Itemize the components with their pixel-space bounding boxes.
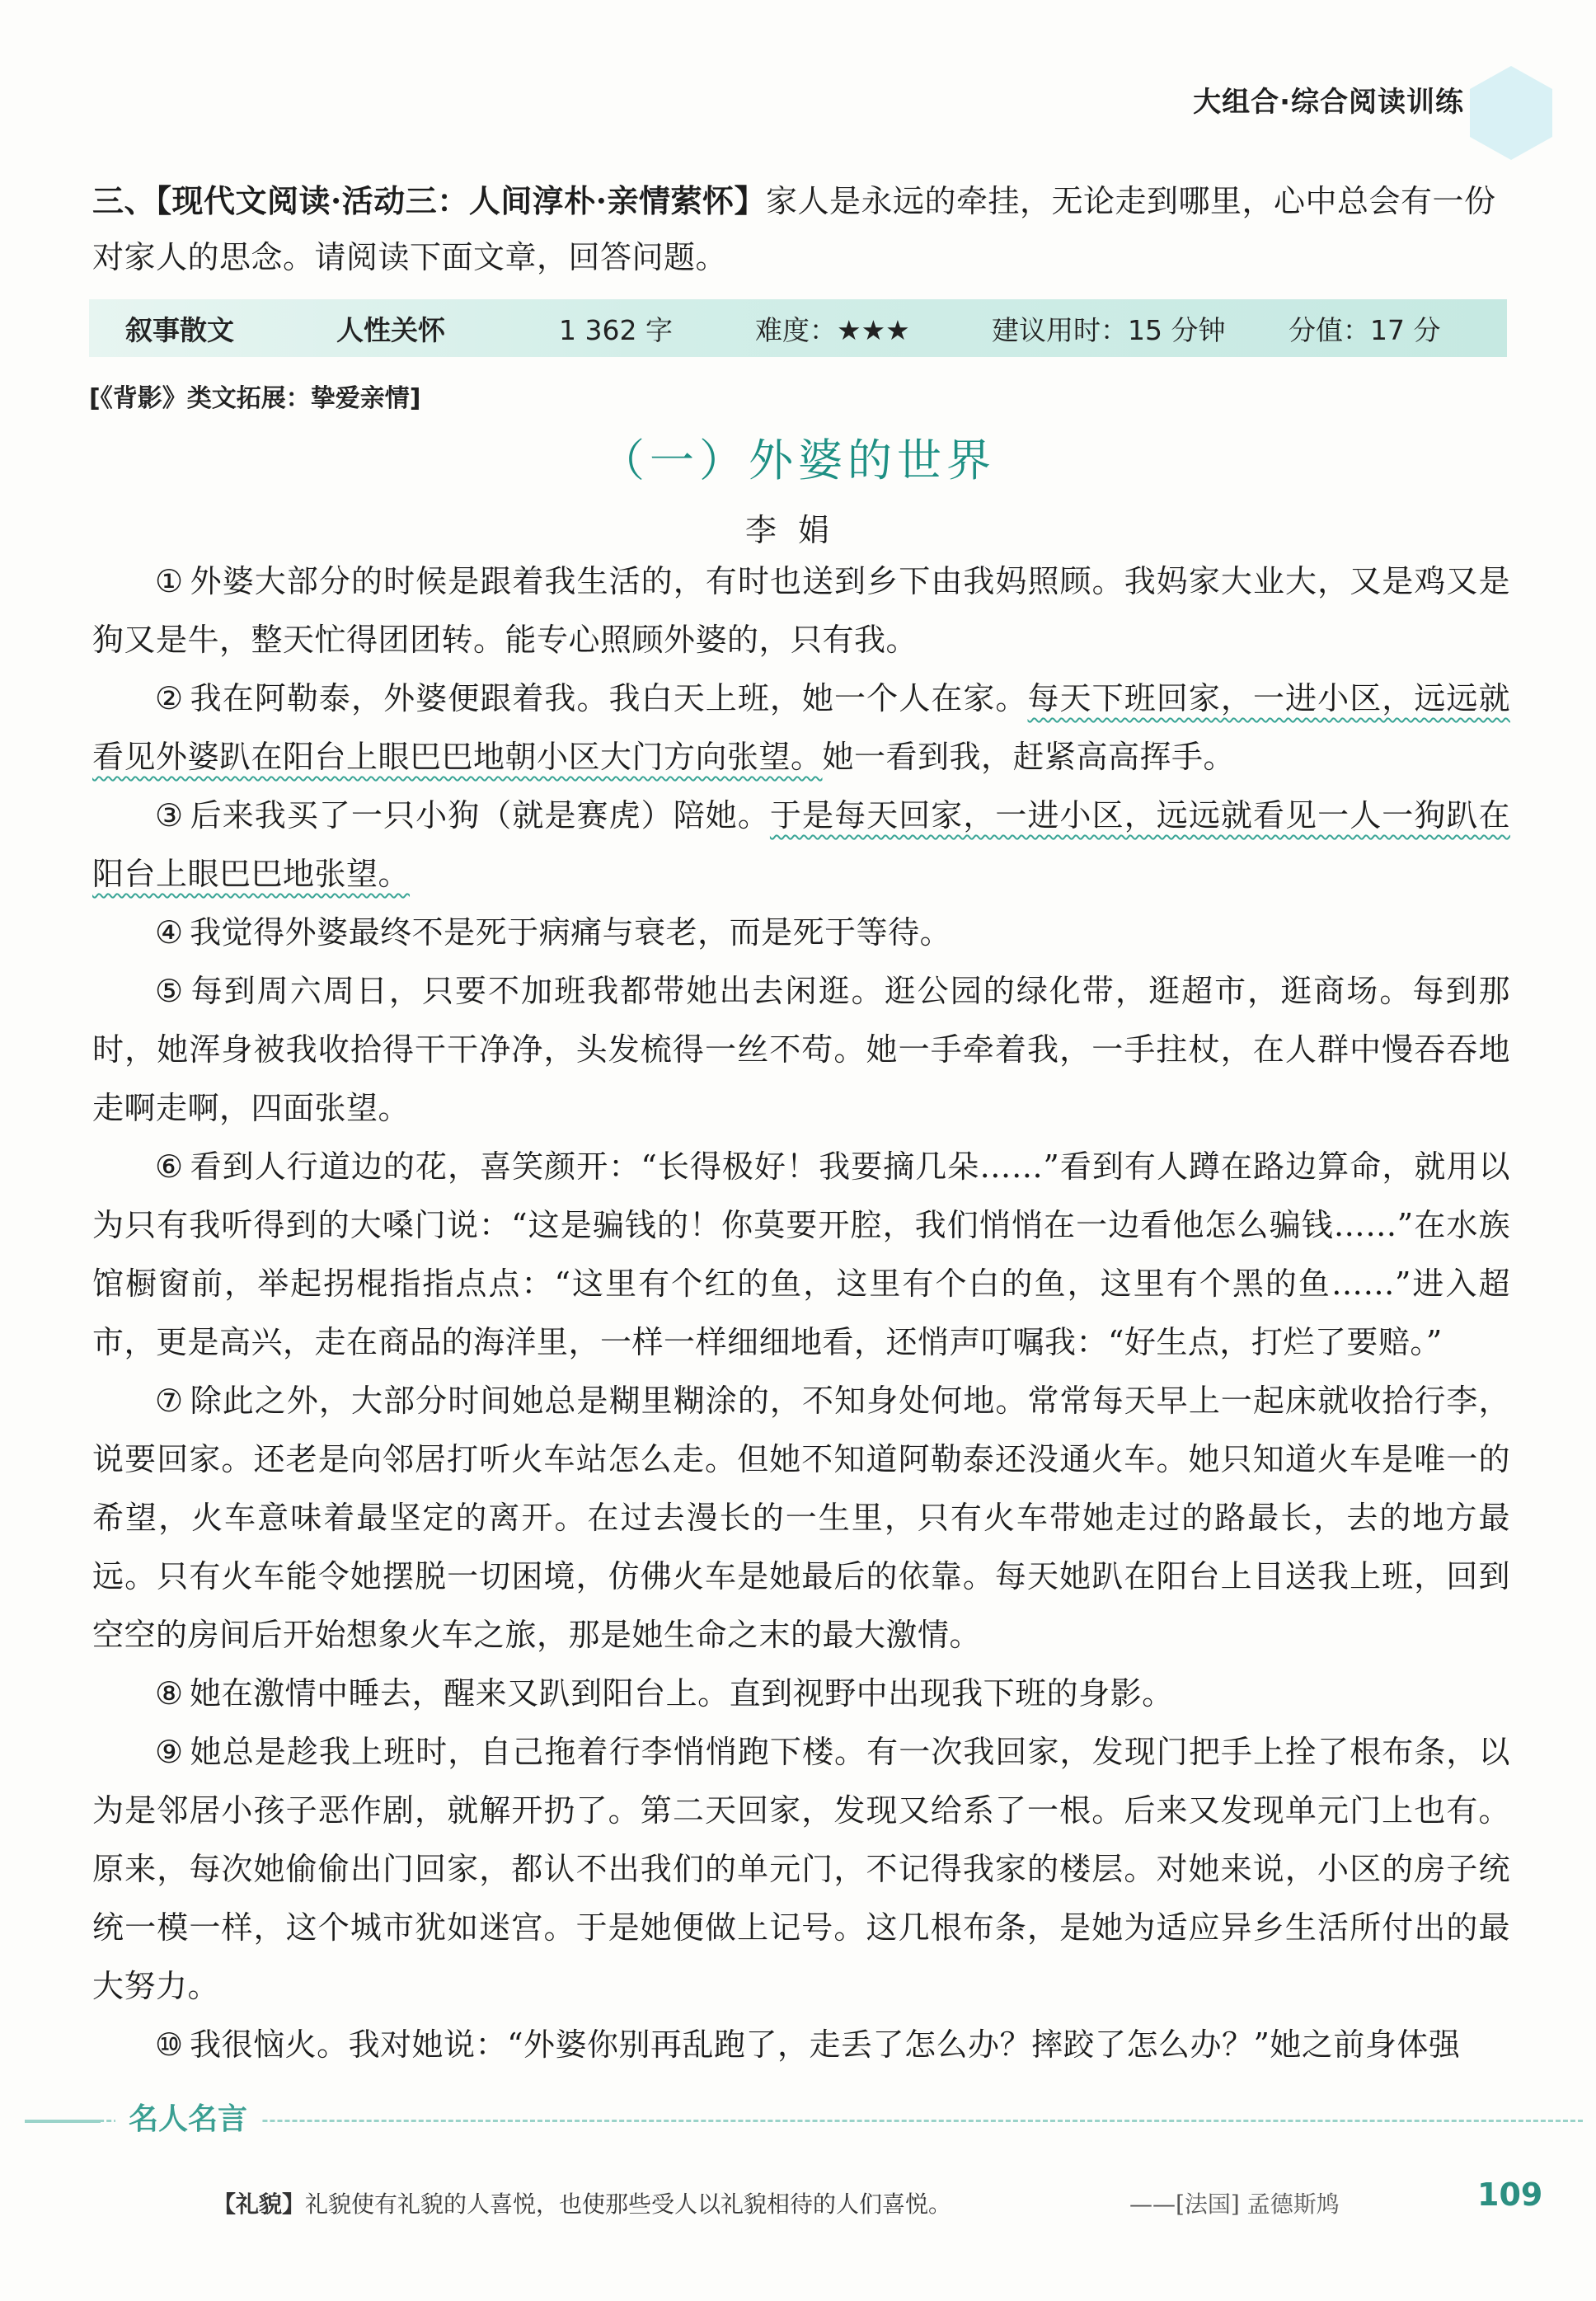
paragraph-number: ③ [155,797,184,834]
paragraph-number: ⑥ [155,1148,184,1185]
paragraph-number: ② [155,680,184,716]
info-bar [89,299,1507,357]
paragraph-text: 我很恼火。我对她说：“外婆你别再乱跑了，走丢了怎么办？摔跤了怎么办？”她之前身体强 [190,2026,1461,2063]
paragraph-7 [92,1372,1510,1665]
underlined-sentence: 每天下班回家，一进小区，远远就看见外婆趴在阳台上眼巴巴地朝小区大门方向张望。 [92,680,1510,775]
footer-divider-accent [25,2120,101,2123]
difficulty-stars: ★★★ [837,313,910,346]
question-text: 家人是永远的牵挂，无论走到哪里，心中总会有一份对家人的思念。请阅读下面文章，回答问题。 [92,183,1496,275]
paragraph-1 [92,552,1510,669]
paragraph-text: 后来我买了一只小狗（就是赛虎）陪她。 [190,797,770,834]
decorative-hexagon-icon [1458,59,1565,167]
paragraph-text: 每到周六周日，只要不加班我都带她出去闲逛。逛公园的绿化带，逛超市，逛商场。每到那时，她浑身被我收拾得干干净净，头发梳得一丝不苟。她一手牵着我，一手拄杖，在人群中慢吞吞地走啊走啊，四面张望。 [92,973,1510,1126]
category-tag: [《背影》类文拓展：挚爱亲情] [89,384,421,413]
paragraph-number: ① [155,563,184,599]
paragraph-9 [92,1723,1510,2016]
difficulty [755,309,910,348]
underlined-sentence: 于是每天回家，一进小区，远远就看见一人一狗趴在阳台上眼巴巴地张望。 [92,797,1510,892]
suggested-time: 建议用时：15 分钟 [992,313,1226,346]
question-intro [92,173,1510,285]
paragraph-number: ⑦ [155,1383,184,1419]
quote-text: 礼貌使有礼貌的人喜悦，也使那些受人以礼貌相待的人们喜悦。 [305,2191,952,2218]
paragraph-5 [92,962,1510,1138]
page-number: 109 [1477,2177,1543,2213]
question-tag: 【现代文阅读·活动三：人间淳朴·亲情萦怀】 [156,182,766,219]
paragraph-6 [92,1138,1510,1372]
paragraph-number: ⑨ [155,1734,184,1770]
genre-label: 叙事散文 [125,313,234,346]
paragraph-text: 我在阿勒泰，外婆便跟着我。我白天上班，她一个人在家。 [190,680,1028,716]
article-title: （一）外婆的世界 [600,434,996,486]
paragraph-text: 看到人行道边的花，喜笑颜开：“长得极好！我要摘几朵……”看到有人蹲在路边算命，就用以为只有我听得到的大嗓门说：“这是骗钱的！你莫要开腔，我们悄悄在一边看他怎么骗钱……”在水族馆橱窗前，举起拐棍指指点点：“这里有个红的鱼，这里有个白的鱼，这里有个黑的鱼……”进入超市，更是高兴，走在商品的海洋里，一样一样细细地看，还悄声叮嘱我：“好生点，打烂了要赔。” [92,1148,1510,1360]
paragraph-text: 除此之外，大部分时间她总是糊里糊涂的，不知身处何地。常常每天早上一起床就收拾行李，说要回家。还老是向邻居打听火车站怎么走。但她不知道阿勒泰还没通火车。她只知道火车是唯一的希望，火车意味着最坚定的离开。在过去漫长的一生里，只有火车带她走过的路最长，去的地方最远。只有火车能令她摆脱一切困境，仿佛火车是她最后的依靠。每天她趴在阳台上目送我上班，回到空空的房间后开始想象火车之旅，那是她生命之末的最大激情。 [92,1383,1510,1653]
quote-source: ——[法国] 孟德斯鸠 [1129,2191,1340,2218]
paragraph-text: 外婆大部分的时候是跟着我生活的，有时也送到乡下由我妈照顾。我妈家大业大，又是鸡又是狗又是牛，整天忙得团团转。能专心照顾外婆的，只有我。 [92,563,1510,658]
famous-quote [213,2186,951,2219]
section-title: 大组合·综合阅读训练 [1193,86,1464,119]
paragraph-4 [92,904,1510,962]
paragraph-number: ⑧ [155,1675,184,1712]
article-body [92,552,1510,2074]
famous-quotes-label: 名人名言 [115,2096,261,2138]
paragraph-text: 她总是趁我上班时，自己拖着行李悄悄跑下楼。有一次我回家，发现门把手上拴了根布条，以为是邻居小孩子恶作剧，就解开扔了。第二天回家，发现又给系了一根。后来又发现单元门上也有。原来，每次她偷偷出门回家，都认不出我们的单元门，不记得我家的楼层。对她来说，小区的房子统统一模一样，这个城市犹如迷宫。于是她便做上记号。这几根布条，是她为适应异乡生活所付出的最大努力。 [92,1734,1510,2004]
paragraph-10 [92,2016,1510,2074]
paragraph-text: 她在激情中睡去，醒来又趴到阳台上。直到视野中出现我下班的身影。 [190,1675,1174,1712]
paragraph-8 [92,1665,1510,1723]
paragraph-text: 我觉得外婆最终不是死于病痛与衰老，而是死于等待。 [190,914,952,951]
paragraph-number: ⑤ [155,973,185,1009]
score: 分值：17 分 [1289,313,1441,346]
question-number: 三、 [92,182,157,219]
article-author: 李娟 [744,512,851,548]
quote-tag: 【礼貌】 [213,2191,306,2218]
paragraph-3 [92,787,1510,904]
paragraph-number: ⑩ [155,2026,184,2063]
paragraph-number: ④ [155,914,184,951]
paragraph-text: 她一看到我，赶紧高高挥手。 [822,739,1236,775]
difficulty-label: 难度： [755,313,837,346]
theme-label: 人性关怀 [336,313,445,346]
paragraph-2 [92,669,1510,787]
word-count: 1 362 字 [559,313,673,346]
